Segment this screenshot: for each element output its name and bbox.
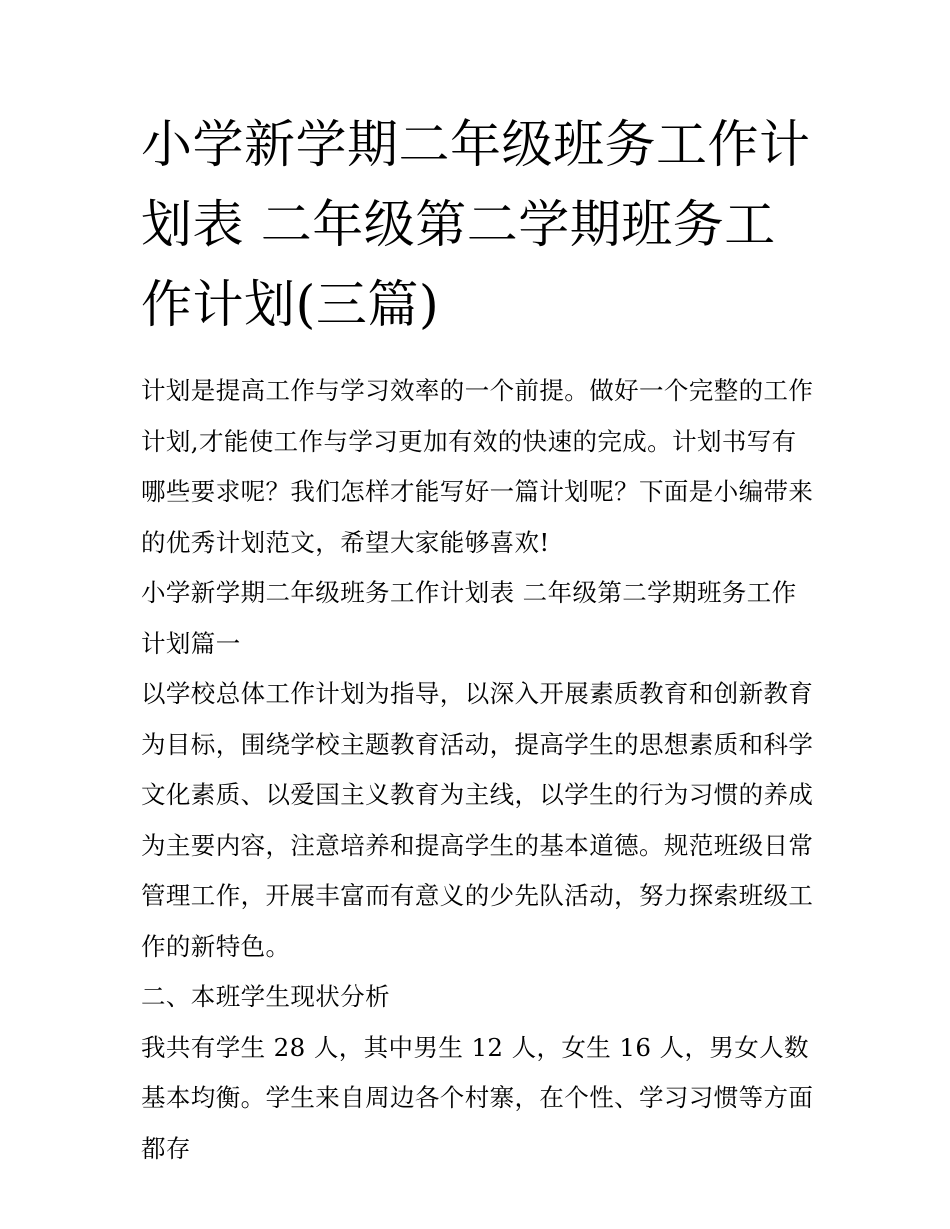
- class-analysis-paragraph: 我共有学生 28 人，其中男生 12 人，女生 16 人，男女人数基本均衡。学生来自周边各个村寨，在个性、学习习惯等方面都存: [141, 1032, 814, 1163]
- section-heading-class-analysis: 二、本班学生现状分析: [141, 982, 390, 1011]
- section-heading-part-one: 小学新学期二年级班务工作计划表 二年级第二学期班务工作计划篇一: [141, 578, 797, 658]
- document-title: 小学新学期二年级班务工作计划表 二年级第二学期班务工作计划(三篇): [141, 116, 811, 335]
- intro-paragraph: 计划是提高工作与学习效率的一个前提。做好一个完整的工作计划,才能使工作与学习更加有效的快速的完成。计划书写有哪些要求呢？我们怎样才能写好一篇计划呢？下面是小编带来的优秀计划范文，希望大家能够喜欢!: [141, 376, 814, 557]
- guiding-principle-paragraph: 以学校总体工作计划为指导，以深入开展素质教育和创新教育为目标，围绕学校主题教育活动，提高学生的思想素质和科学文化素质、以爱国主义教育为主线，以学生的行为习惯的养成为主要内容，注意培养和提高学生的基本道德。规范班级日常管理工作，开展丰富而有意义的少先队活动，努力探索班级工作的新特色。: [141, 679, 814, 961]
